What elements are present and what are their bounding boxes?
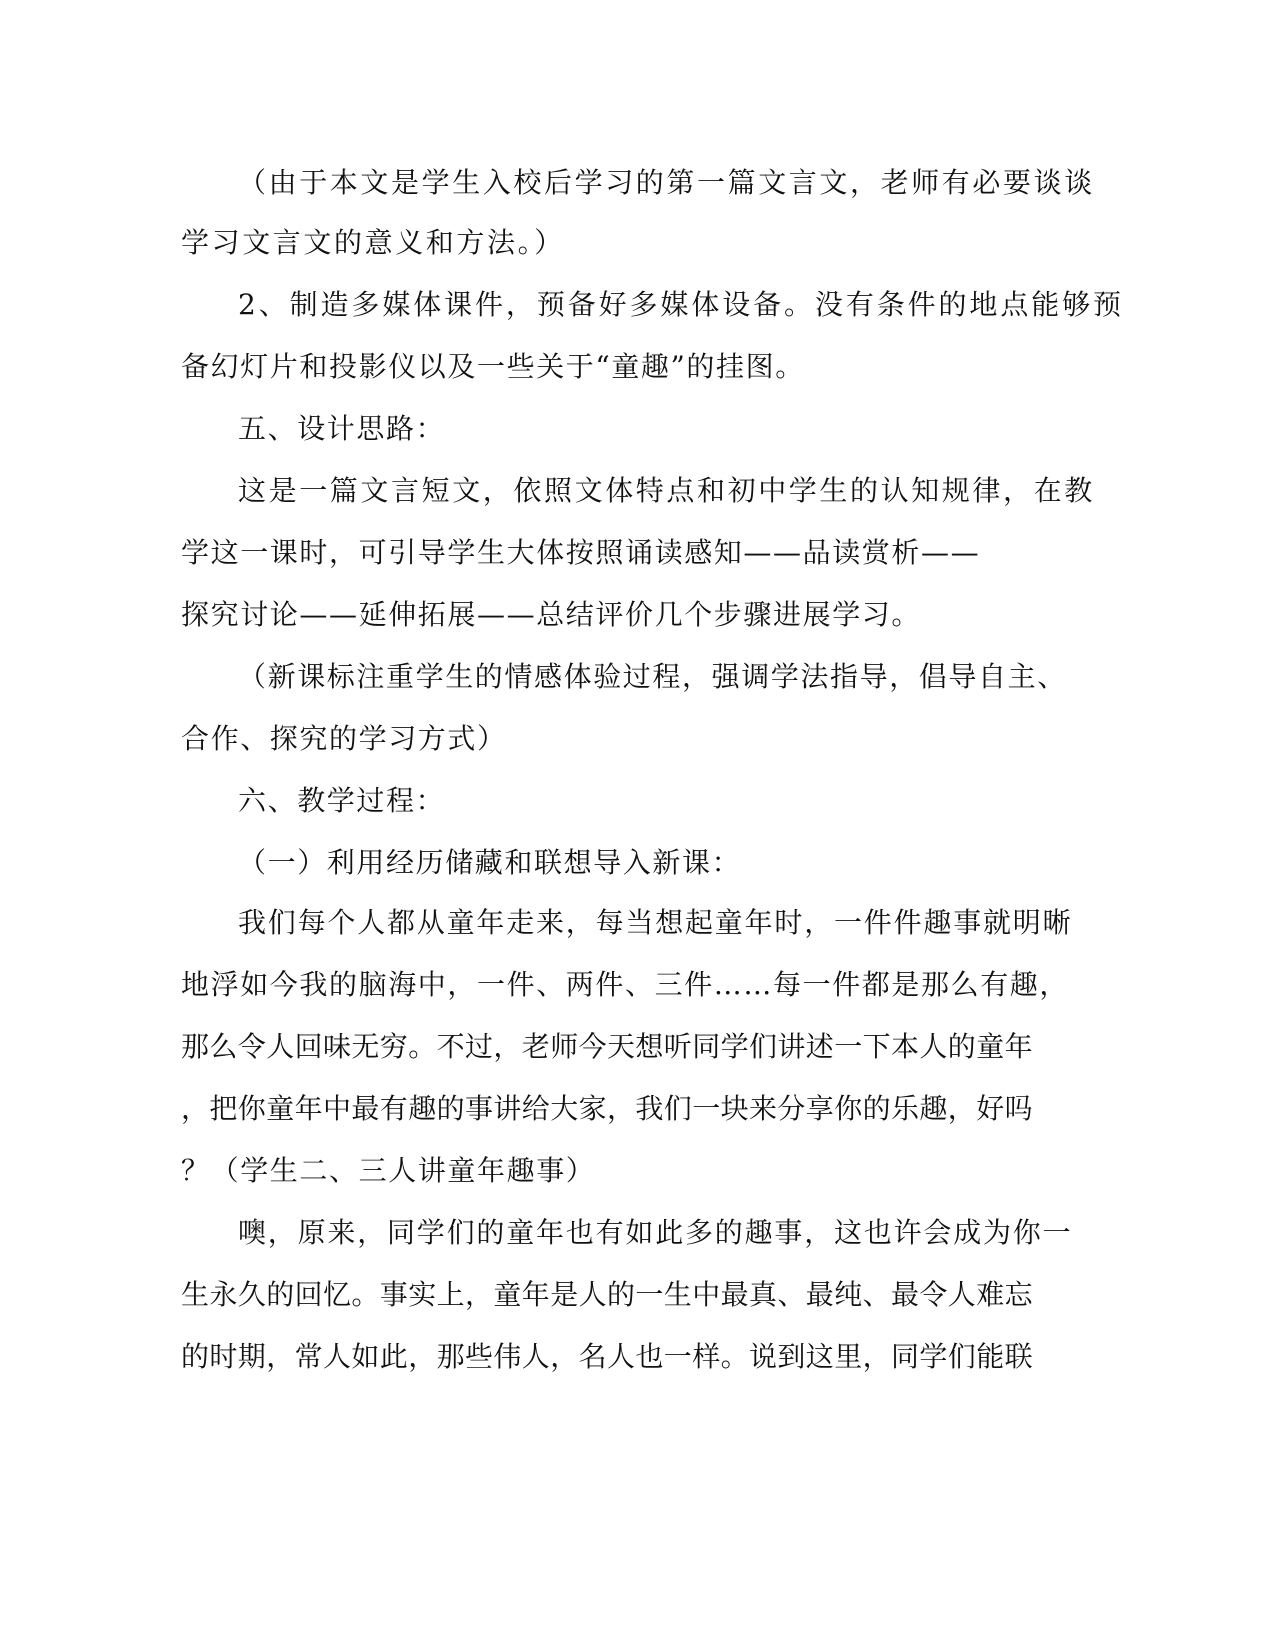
paragraph-line: 噢，原来，同学们的童年也有如此多的趣事，这也许会成为你一 bbox=[238, 1216, 1073, 1249]
paragraph-line: 生永久的回忆。事实上，童年是人的一生中最真、最纯、最令人难忘 bbox=[181, 1278, 1034, 1311]
paragraph-line: ，把你童年中最有趣的事讲给大家，我们一块来分享你的乐趣，好吗 bbox=[181, 1092, 1034, 1125]
paragraph-line: （由于本文是学生入校后学习的第一篇文言文，老师有必要谈谈 bbox=[238, 166, 1095, 199]
paragraph-line: 那么令人回味无穷。不过，老师今天想听同学们讲述一下本人的童年 bbox=[181, 1030, 1034, 1063]
paragraph-line: 探究讨论——延伸拓展——总结评价几个步骤进展学习。 bbox=[181, 598, 922, 631]
section-heading: 五、设计思路： bbox=[238, 412, 446, 445]
paragraph-line: 我们每个人都从童年走来，每当想起童年时，一件件趣事就明晰 bbox=[238, 906, 1073, 939]
paragraph-line: 的时期，常人如此，那些伟人，名人也一样。说到这里，同学们能联 bbox=[181, 1340, 1034, 1373]
paragraph-line: 学这一课时，可引导学生大体按照诵读感知——品读赏析—— bbox=[181, 536, 981, 569]
subsection-heading: （一）利用经历储藏和联想导入新课： bbox=[238, 846, 742, 879]
paragraph-line: 这是一篇文言短文，依照文体特点和初中学生的认知规律，在教 bbox=[238, 474, 1095, 507]
paragraph-line: 学习文言文的意义和方法。） bbox=[181, 226, 565, 259]
paragraph-line: （新课标注重学生的情感体验过程，强调学法指导，倡导自主、 bbox=[238, 660, 1067, 693]
paragraph-line: 备幻灯片和投影仪以及一些关于“童趣”的挂图。 bbox=[181, 350, 805, 383]
paragraph-line: 地浮如今我的脑海中，一件、两件、三件……每一件都是那么有趣， bbox=[181, 968, 1070, 1001]
section-heading: 六、教学过程： bbox=[238, 784, 446, 817]
paragraph-line: 合作、探究的学习方式） bbox=[181, 722, 507, 755]
paragraph-line: ？（学生二、三人讲童年趣事） bbox=[181, 1154, 596, 1187]
paragraph-line: 2、制造多媒体课件，预备好多媒体设备。没有条件的地点能够预 bbox=[238, 288, 1124, 321]
